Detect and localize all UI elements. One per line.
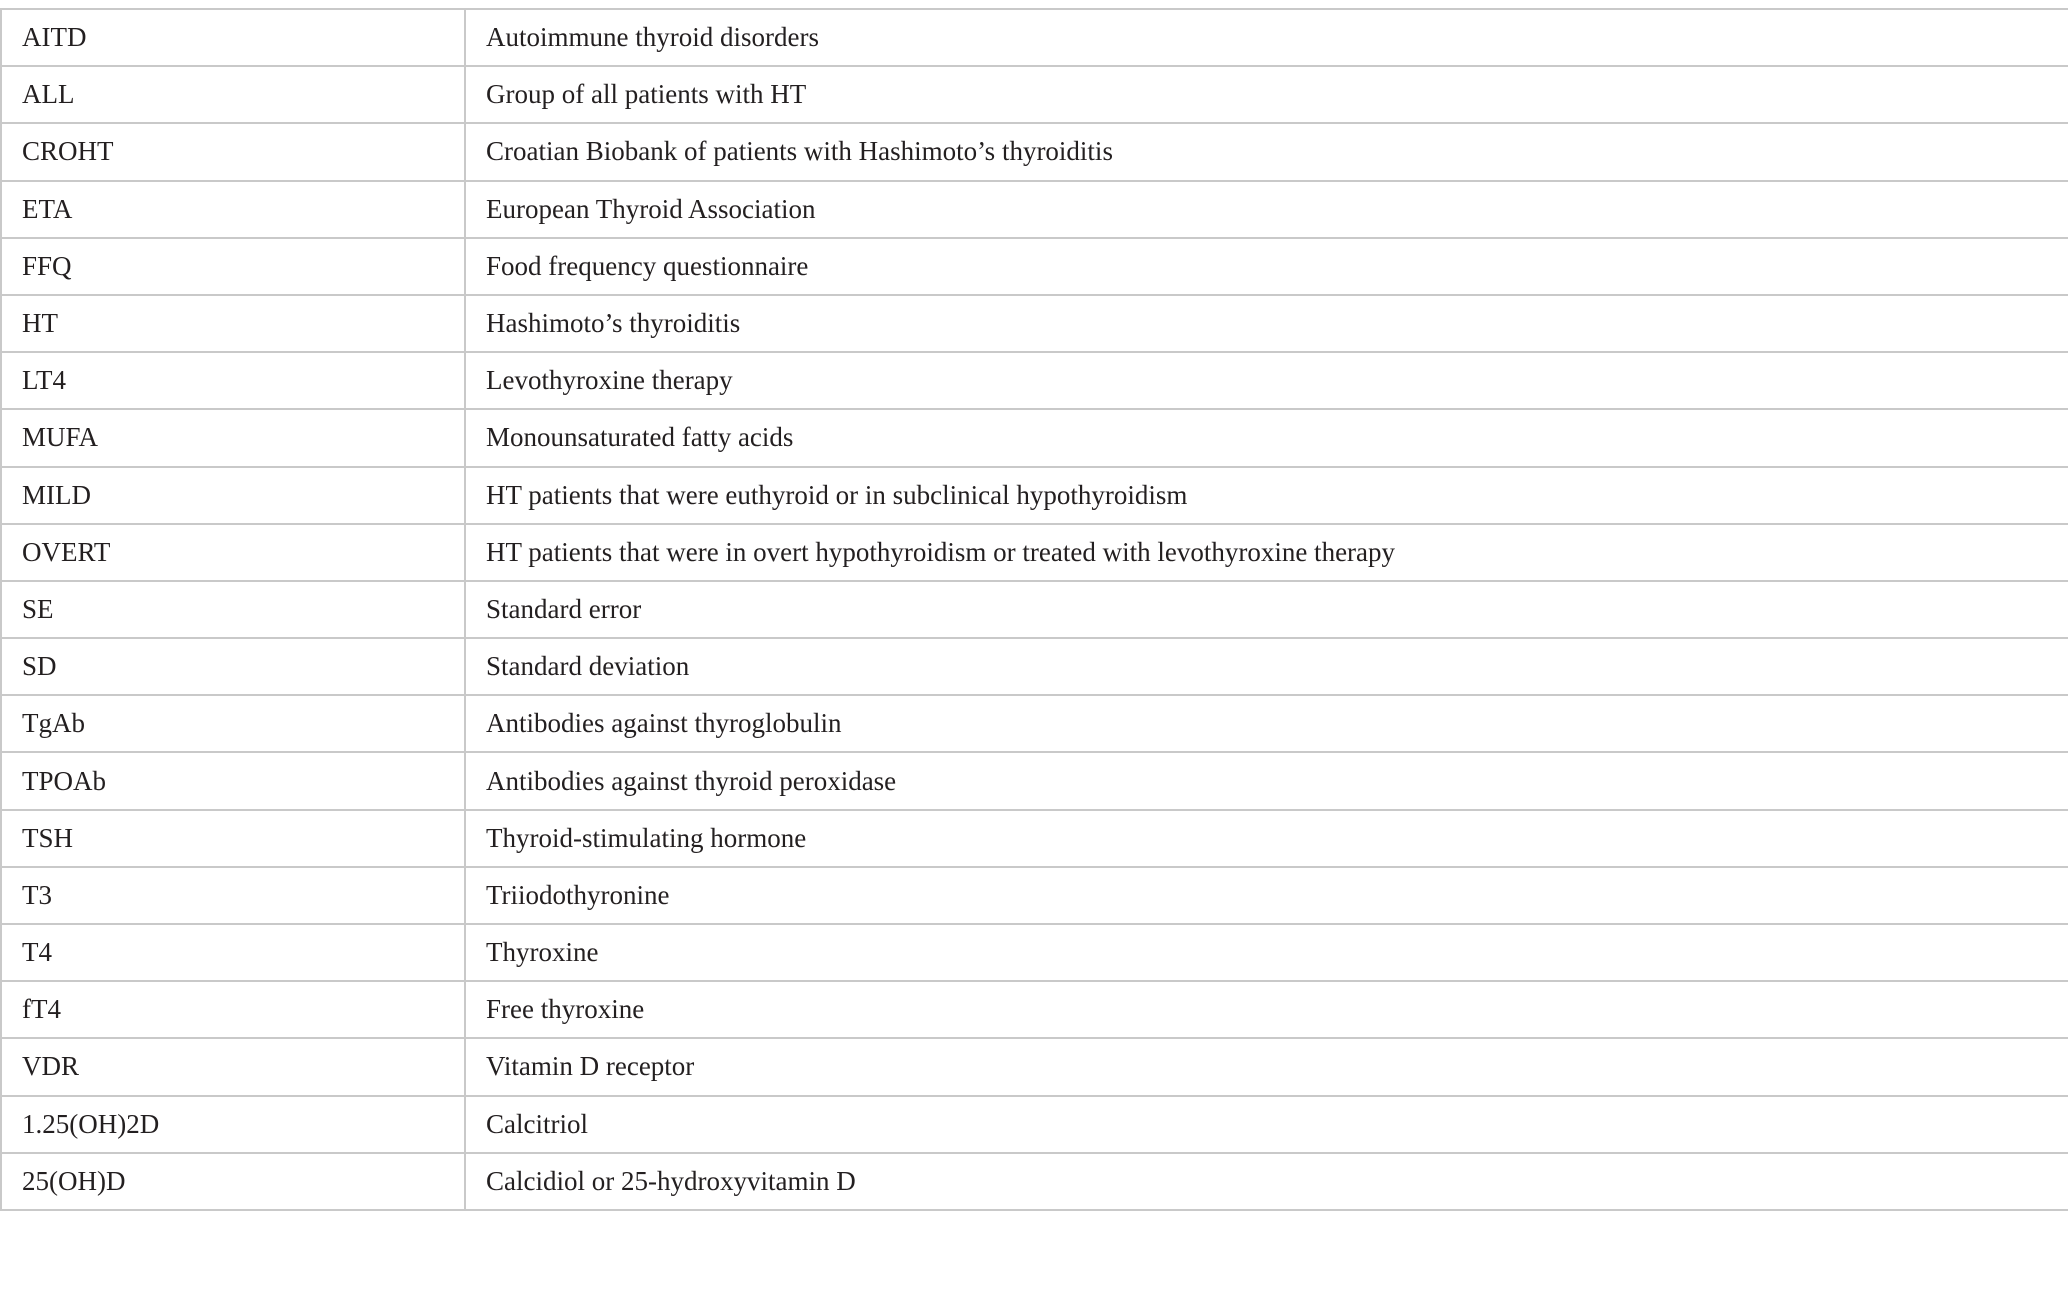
table-row xyxy=(1,695,2068,752)
definition-cell: Croatian Biobank of patients with Hashimoto’s thyroiditis xyxy=(465,123,2068,180)
definition-cell: Hashimoto’s thyroiditis xyxy=(465,295,2068,352)
table-row xyxy=(1,123,2068,180)
table-row xyxy=(1,352,2068,409)
definition-cell: Autoimmune thyroid disorders xyxy=(465,9,2068,66)
definition-cell: Food frequency questionnaire xyxy=(465,238,2068,295)
abbreviations-table xyxy=(0,8,2068,1211)
definition-cell: Free thyroxine xyxy=(465,981,2068,1038)
abbreviation-cell: 25(OH)D xyxy=(1,1153,465,1210)
definition-cell: Group of all patients with HT xyxy=(465,66,2068,123)
abbreviation-cell: T3 xyxy=(1,867,465,924)
table-row xyxy=(1,66,2068,123)
abbreviation-cell: VDR xyxy=(1,1038,465,1095)
abbreviation-cell: 1.25(OH)2D xyxy=(1,1096,465,1153)
table-row xyxy=(1,9,2068,66)
definition-cell: Standard deviation xyxy=(465,638,2068,695)
table-row xyxy=(1,467,2068,524)
definition-cell: Thyroid-stimulating hormone xyxy=(465,810,2068,867)
definition-cell: Vitamin D receptor xyxy=(465,1038,2068,1095)
abbreviation-cell: TgAb xyxy=(1,695,465,752)
table-row xyxy=(1,295,2068,352)
abbreviation-cell: OVERT xyxy=(1,524,465,581)
abbreviation-cell: fT4 xyxy=(1,981,465,1038)
table-row xyxy=(1,409,2068,466)
definition-cell: HT patients that were in overt hypothyroidism or treated with levothyroxine therapy xyxy=(465,524,2068,581)
definition-cell: Monounsaturated fatty acids xyxy=(465,409,2068,466)
abbreviation-cell: TSH xyxy=(1,810,465,867)
abbreviation-cell: T4 xyxy=(1,924,465,981)
abbreviation-cell: MILD xyxy=(1,467,465,524)
definition-cell: Calcidiol or 25-hydroxyvitamin D xyxy=(465,1153,2068,1210)
abbreviation-cell: HT xyxy=(1,295,465,352)
table-row xyxy=(1,524,2068,581)
definition-cell: HT patients that were euthyroid or in subclinical hypothyroidism xyxy=(465,467,2068,524)
abbreviation-cell: AITD xyxy=(1,9,465,66)
table-row xyxy=(1,581,2068,638)
abbreviation-cell: ALL xyxy=(1,66,465,123)
definition-cell: Thyroxine xyxy=(465,924,2068,981)
table-row xyxy=(1,1038,2068,1095)
definition-cell: Levothyroxine therapy xyxy=(465,352,2068,409)
abbreviation-cell: MUFA xyxy=(1,409,465,466)
table-row xyxy=(1,1153,2068,1210)
table-row xyxy=(1,867,2068,924)
abbreviation-cell: LT4 xyxy=(1,352,465,409)
abbreviation-cell: TPOAb xyxy=(1,752,465,809)
abbreviation-cell: CROHT xyxy=(1,123,465,180)
abbreviation-cell: SD xyxy=(1,638,465,695)
definition-cell: Antibodies against thyroglobulin xyxy=(465,695,2068,752)
table-row xyxy=(1,981,2068,1038)
table-body xyxy=(1,9,2068,1210)
table-row xyxy=(1,181,2068,238)
definition-cell: European Thyroid Association xyxy=(465,181,2068,238)
abbreviation-cell: FFQ xyxy=(1,238,465,295)
definition-cell: Calcitriol xyxy=(465,1096,2068,1153)
table-row xyxy=(1,810,2068,867)
definition-cell: Triiodothyronine xyxy=(465,867,2068,924)
abbreviations-table-container xyxy=(0,8,2068,1211)
definition-cell: Antibodies against thyroid peroxidase xyxy=(465,752,2068,809)
abbreviation-cell: SE xyxy=(1,581,465,638)
table-row xyxy=(1,238,2068,295)
table-row xyxy=(1,1096,2068,1153)
table-row xyxy=(1,924,2068,981)
definition-cell: Standard error xyxy=(465,581,2068,638)
abbreviation-cell: ETA xyxy=(1,181,465,238)
table-row xyxy=(1,752,2068,809)
table-row xyxy=(1,638,2068,695)
